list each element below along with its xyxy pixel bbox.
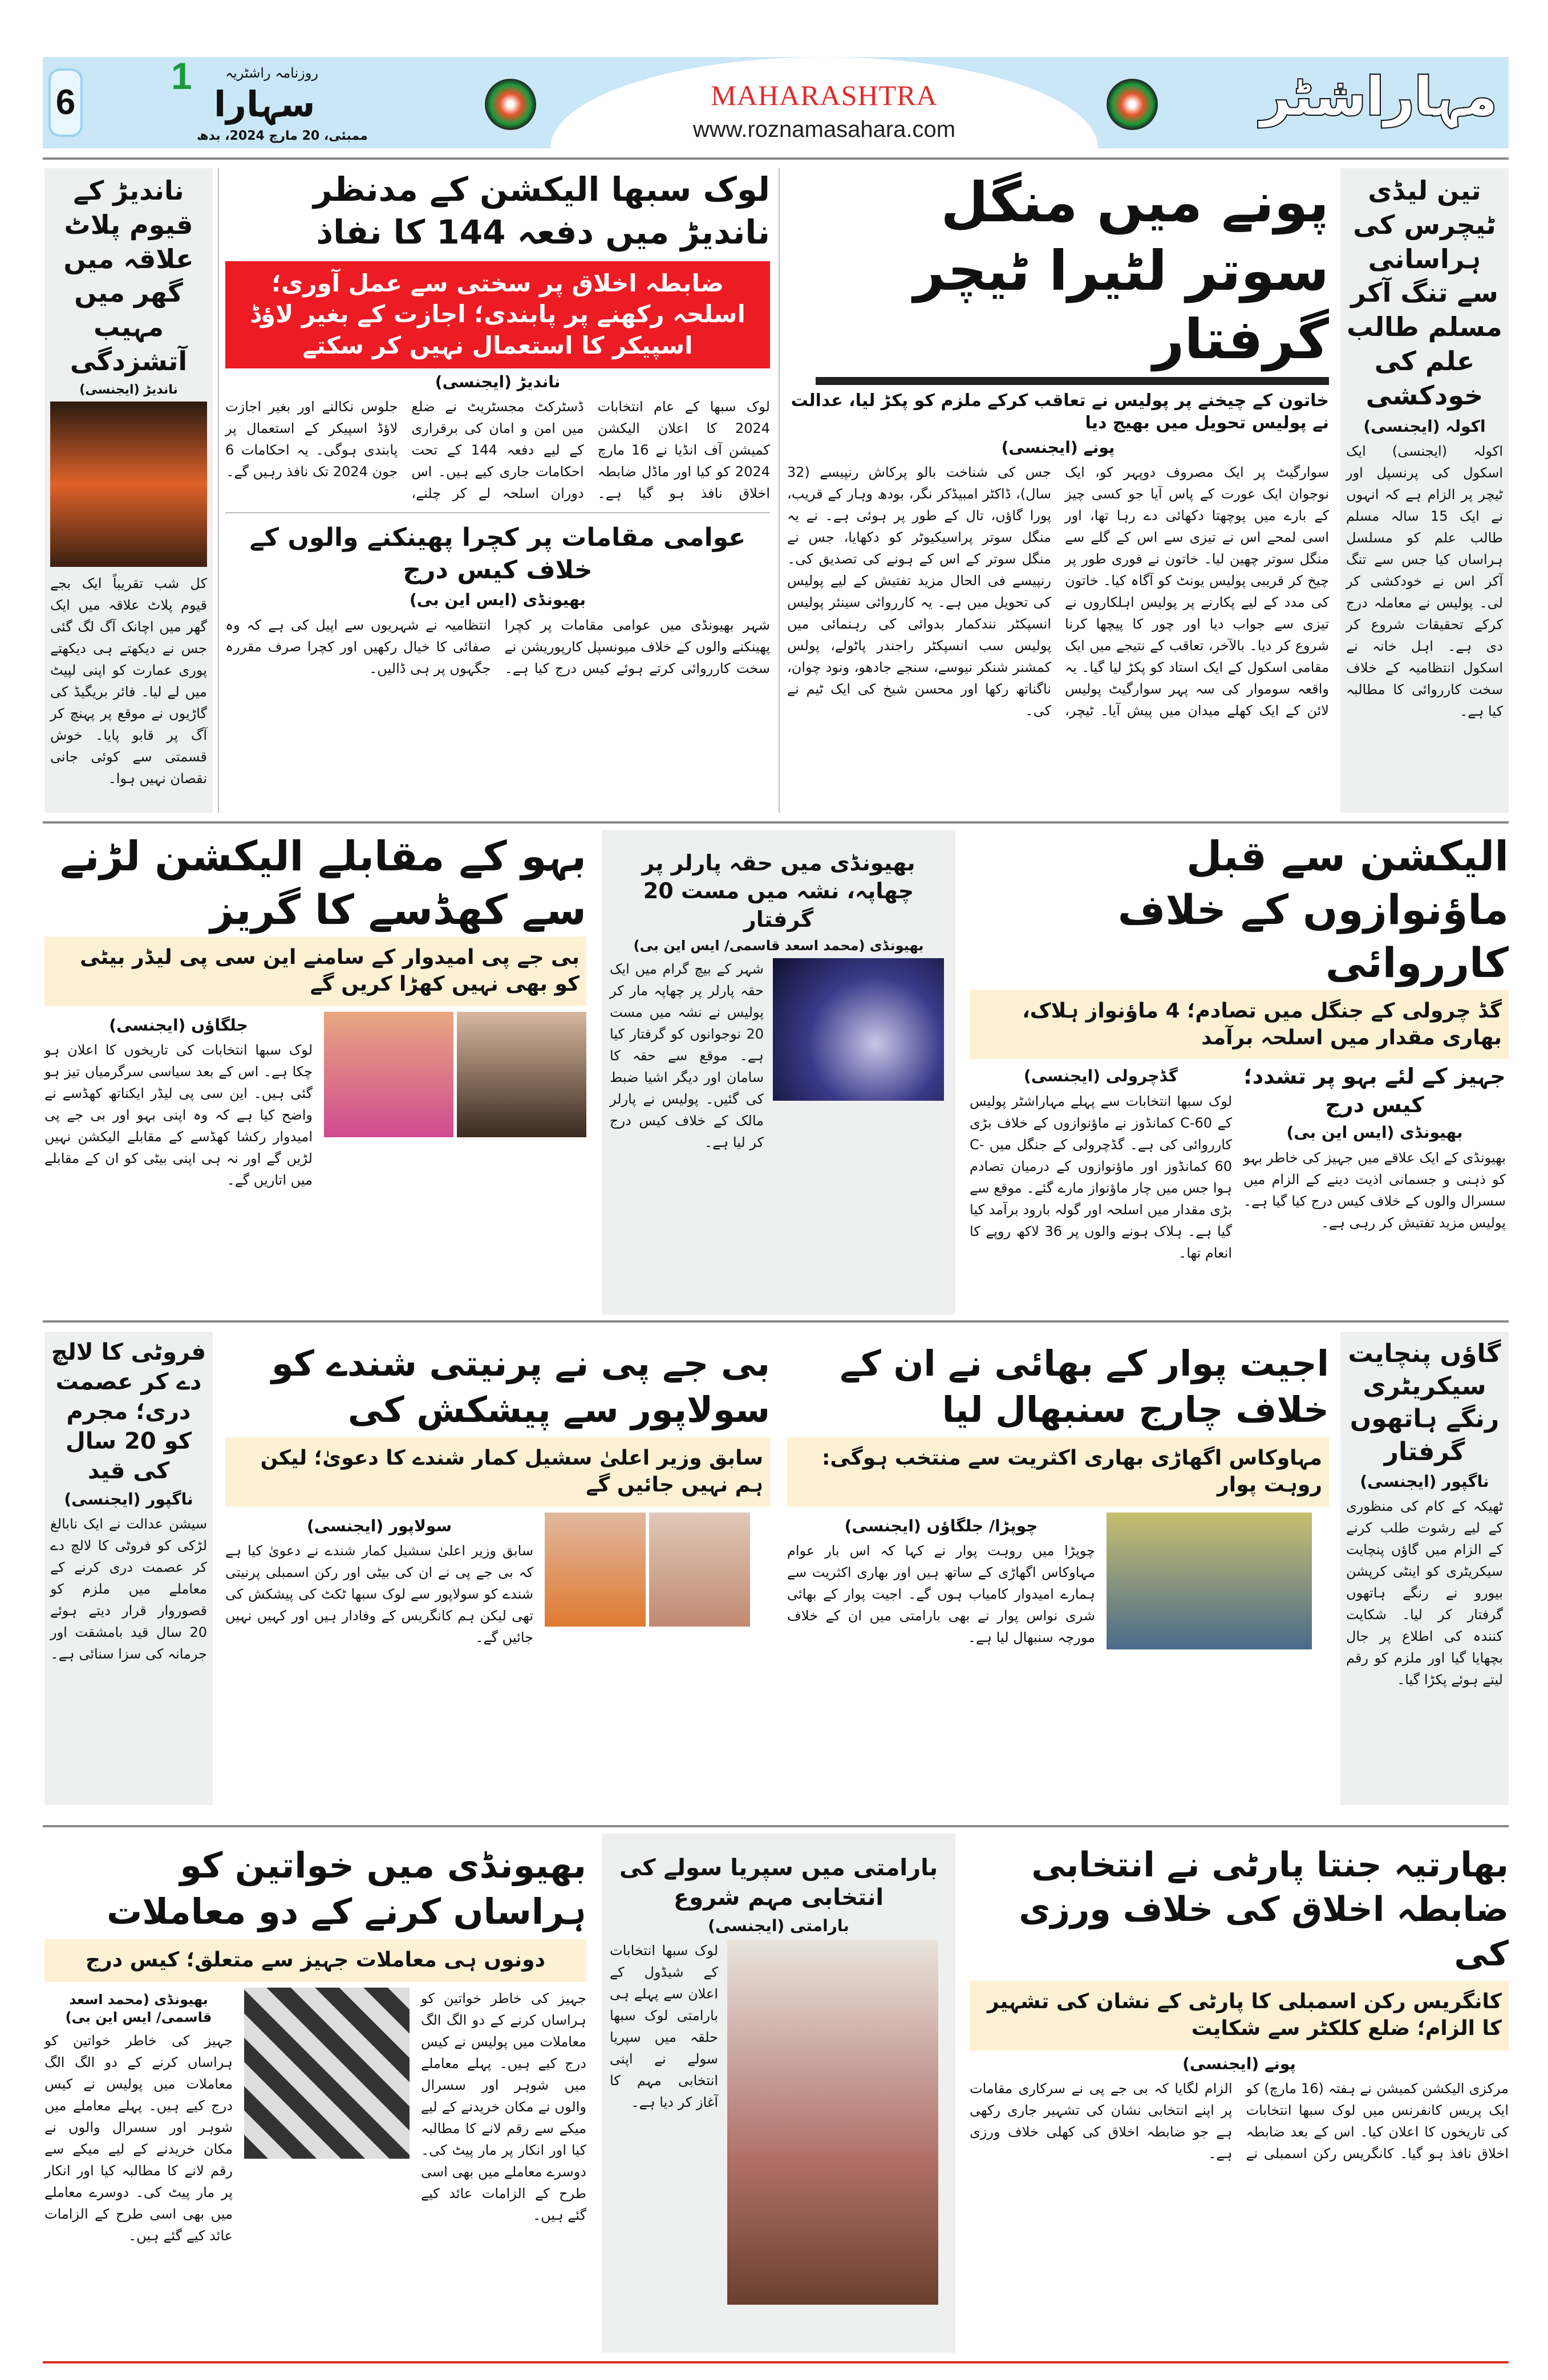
subheadline: سابق وزیر اعلیٰ سشیل کمار شندے کا دعویٰ؛ لیکن ہم نہیں جائیں گے	[225, 1437, 770, 1507]
headline-rule	[816, 377, 1329, 385]
headline: بھیونڈی میں خواتین کو ہراساں کرنے کے دو معاملات	[106, 1844, 586, 1932]
subheadline: گڈ چرولی کے جنگل میں تصادم؛ 4 ماؤنواز ہلاک، بھاری مقدار میں اسلحہ برآمد	[970, 990, 1509, 1060]
dateline: گڈچرولی (ایجنسی)	[1023, 1067, 1178, 1086]
dateline: پونے (ایجنسی)	[1001, 438, 1115, 457]
article-body: اکولہ (ایجنسی) ایک اسکول کی پرنسپل اور ٹیچر پر الزام ہے کہ انہوں نے ایک 15 سالہ مسلم طالب علم کو مسلسل ہراساں کیا جس سے تنگ آکر اس نے خودکشی کر لی۔ پولیس نے معاملہ درج کرکے تحقیقات شروع کر دی ہے۔ اہل خانہ نے اسکول انتظامیہ کے خلاف سخت کارروائی کا مطالبہ کیا ہے۔	[1346, 443, 1503, 719]
article-body: شہر بھیونڈی میں عوامی مقامات پر کچرا پھینکنے والوں کے خلاف میونسپل کارپوریشن نے سخت کارروائی کرتے ہوئے کیس درج کیا ہے۔ انتظامیہ نے شہریوں سے اپیل کی ہے کہ وہ صفائی کا خیال رکھیں اور کچرا صرف مقررہ جگہوں پر ہی ڈالیں۔	[225, 617, 770, 676]
anniversary-badge: 1	[171, 55, 192, 97]
article-body: لوک سبھا انتخابات سے پہلے مہاراشٹر پولیس کے C-60 کمانڈوز نے ماؤنوازوں کے خلاف بڑی کارروائی کی ہے۔ گڈچرولی کے جنگل میں C-60 کمانڈوز اور ماؤنوازوں کے درمیان تصادم ہوا جس میں چار ماؤنواز مارے گئے۔ موقع سے بڑی مقدار میں اسلحہ اور گولہ بارود برآمد کیا گیا ہے۔ ہلاک ہونے والوں پر 36 لاکھ روپے کا انعام تھا۔	[970, 1093, 1233, 1261]
article-body: لوک سبھا انتخابات کے شیڈول کے اعلان سے پہلے ہی بارامتی لوک سبھا حلقہ میں سپریا سولے نے اپنی انتخابی مہم کا آغاز کر دیا ہے۔	[610, 1943, 718, 2111]
divider	[43, 157, 1509, 160]
hookah-photo	[773, 958, 944, 1101]
article-supriya-sule-campaign	[602, 1834, 955, 2353]
headline: بھارتیہ جنتا پارٹی نے انتخابی ضابطہ اخلاق کی خلاف ورزی کی	[1019, 1845, 1509, 1974]
headline: بارامتی میں سپریا سولے کی انتخابی مہم شروع	[619, 1855, 938, 1911]
dateline: اکولہ (ایجنسی)	[1363, 416, 1486, 436]
paper-subtitle: روزنامہ راشٹریہ	[225, 65, 318, 81]
dateline: بھیونڈی (ایس این بی)	[409, 590, 586, 610]
article-maoists-action	[970, 830, 1509, 1315]
section-title-english: MAHARASHTRA	[711, 79, 938, 111]
masthead	[43, 57, 1509, 148]
article-khadse-election	[44, 830, 586, 1315]
column-divider	[779, 168, 780, 813]
article-body-continued: جہیز کی خاطر خواتین کو ہراساں کرنے کے دو الگ الگ معاملات میں پولیس نے کیس درج کیے ہیں۔ پہلے معاملے میں شوہر اور سسرال والوں نے مکان خریدنے کے لیے میکے سے رقم لانے کا مطالبہ کیا اور انکار پر مار پیٹ کی۔ دوسرے معاملے میں بھی اسی طرح کے الزامات عائد کیے گئے ہیں۔	[421, 1990, 586, 2223]
headline: بی جے پی نے پرنیتی شندے کو سولاپور سے پیشکش کی	[271, 1343, 770, 1430]
article-bhiwandi-harassment	[44, 1834, 586, 2353]
headline: الیکشن سے قبل ماؤنوازوں کے خلاف کارروائی	[1117, 832, 1509, 987]
article-nanded-fire	[44, 168, 213, 813]
article-body: سابق وزیر اعلیٰ سشیل کمار شندے نے دعویٰ کیا ہے کہ بی جے پی نے ان کی بیٹی اور رکن اسمبلی پرنیتی شندے کو سولاپور سے لوک سبھا ٹکٹ کی پیشکش کی تھی لیکن ہم کانگریس کے وفادار ہیں اور کہیں نہیں جائیں گے۔	[225, 1543, 533, 1646]
page-number: 6	[48, 68, 83, 137]
dateline: پونے (ایجنسی)	[1182, 2054, 1296, 2073]
dateline: بھیونڈی (محمد اسعد قاسمی/ ایس این بی)	[65, 1991, 212, 2026]
subheadline: مہاوکاس اگھاڑی بھاری اکثریت سے منتخب ہوگی: روہت پوار	[787, 1437, 1329, 1507]
footer-rule	[43, 2361, 1509, 2363]
khadse-photo	[457, 1012, 586, 1137]
headline: ناندیڑ کے قیوم پلاٹ علاقہ میں گھر میں مہیب آتشزدگی	[63, 175, 194, 376]
rohit-pawar-photo	[1107, 1513, 1312, 1649]
headline: تین لیڈی ٹیچرس کی ہراسانی سے تنگ آکر مسلم طالب علم کی خودکشی	[1347, 175, 1502, 411]
article-body: لوک سبھا انتخابات کی تاریخوں کا اعلان ہو چکا ہے۔ اس کے بعد سیاسی سرگرمیاں تیز ہو گئی ہیں۔ این سی پی لیڈر ایکناتھ کھڈسے نے واضح کیا ہے کہ وہ اپنی بہو اور بی جے پی امیدوار رکشا کھڈسے کے مقابلے الیکشن نہیں لڑیں گے اور نہ ہی اپنی بیٹی کو ان کے مقابلے میں اتاریں گے۔	[44, 1042, 313, 1189]
sun-emblem-icon	[485, 79, 536, 130]
supriya-sule-photo	[727, 1940, 938, 2305]
article-ajit-pawar-brother	[787, 1332, 1329, 1805]
subheadline: خاتون کے چیخنے پر پولیس نے تعاقب کرکے ملزم کو پکڑ لیا، عدالت نے پولیس تحویل میں بھیج دیا	[791, 391, 1329, 433]
headline: بھیونڈی میں حقہ پارلر پر چھاپہ، نشہ میں مست 20 گرفتار	[642, 850, 915, 932]
highlight-banner: ضابطہ اخلاق پر سختی سے عمل آوری؛ اسلحہ رکھنے پر پابندی؛ اجازت کے بغیر لاؤڈ اسپیکر کا استعمال نہیں کر سکتے	[225, 261, 770, 368]
article-praniti-shinde	[225, 1332, 770, 1805]
dateline: چوپڑا/ جلگاؤں (ایجنسی)	[844, 1516, 1038, 1535]
article-body: سوارگیٹ پر ایک مصروف دوپہر کو، ایک نوجوان ایک عورت کے پاس آیا جو کسی چیز کے بارے میں پوچھتا دکھائی دے رہا تھا، اور اسی لمحے اس نے تیزی سے اس کے گلے سے منگل سوتر چھین لیا۔ خاتون نے فوری طور پر چیخ کر قریبی پولیس یونٹ کو آگاہ کیا۔ خاتون کی مدد کے لیے پکارنے پر پولیس اہلکاروں نے تیزی سے جواب دیا اور چور کا پیچھا کرنا شروع کر دیا۔ بالآخر، تعاقب کے نتیجے میں ایک مقامی اسکول کے ایک استاد کو پکڑ لیا گیا۔ یہ واقعہ سوموار کی سہ پہر سوارگیٹ پولیس لائن کے ایک کھلے میدان میں پیش آیا۔ ٹیچر، جس کی شناخت بالو پرکاش رنپیسے (32 سال)، ڈاکٹر امبیڈکر نگر، بودھ وہار کے قریب، پورا گاؤں، تال کے طور پر ہوئی ہے۔ نے یہ منگل سوتر پراسیکیوٹر کو دکھایا، جس نے منگل سوتر کے اس کے ہونے کی تصدیق کی۔ رنپیسے فی الحال مزید تفتیش کے لیے پولیس کی تحویل میں ہے۔ یہ کارروائی سینئر پولیس انسپکٹر نندکمار بدوائی کی رہنمائی میں پولیس سب انسپکٹر راجندر پاٹولے، پولس کمشنر شنکر نیوسے، سنجے جادھو، ونود چوان، ناگناتھ رکھا اور محسن شیخ کی ایک ٹیم نے کی۔	[787, 464, 1329, 719]
headline: لوک سبھا الیکشن کے مدنظر ناندیڑ میں دفعہ 144 کا نفاذ	[313, 170, 770, 252]
dateline: ناگپور (ایجنسی)	[64, 1490, 193, 1509]
divider	[43, 821, 1509, 824]
article-panchayat-secretary	[1340, 1332, 1509, 1805]
article-body: جہیز کی خاطر خواتین کو ہراساں کرنے کے دو الگ الگ معاملات میں پولیس نے کیس درج کیے ہیں۔ پہلے معاملے میں شوہر اور سسرال والوں نے مکان خریدنے کے لیے میکے سے رقم لانے کا مطالبہ کیا اور انکار پر مار پیٹ کی۔ دوسرے معاملے میں بھی اسی طرح کے الزامات عائد کیے گئے ہیں۔	[44, 2033, 233, 2244]
dateline: سولاپور (ایجنسی)	[306, 1516, 452, 1535]
side-headline: جہیز کے لئے بہو پر تشدد؛ کیس درج	[1243, 1064, 1506, 1117]
fire-photo	[50, 402, 207, 567]
dateline: بھیونڈی (محمد اسعد قاسمی/ ایس این بی)	[633, 938, 924, 954]
side-headline: عوامی مقامات پر کچرا پھینکنے والوں کے خلاف کیس درج	[249, 522, 746, 585]
raksha-khadse-photo	[324, 1012, 453, 1137]
article-student-suicide	[1340, 168, 1509, 813]
column-divider	[218, 168, 219, 813]
article-frooti-rape-case	[44, 1332, 213, 1805]
article-bjp-code-violation	[970, 1834, 1509, 2353]
article-section-144-nanded	[225, 168, 770, 813]
article-body: لوک سبھا کے عام انتخابات 2024 کا اعلان الیکشن کمیشن آف انڈیا نے 16 مارچ 2024 کو کیا اور ماڈل ضابطہ اخلاق نافذ ہو گیا ہے۔ ڈسٹرکٹ مجسٹریٹ نے ضلع میں امن و امان کی برقراری کے لیے دفعہ 144 کے تحت احکامات جاری کیے ہیں۔ اس دوران اسلحہ لے کر چلنے، جلوس نکالنے اور بغیر اجازت لاؤڈ اسپیکر کے استعمال پر پابندی ہوگی۔ یہ احکامات 6 جون 2024 تک نافذ رہیں گے۔	[225, 398, 770, 501]
headline: فروٹی کا لالچ دے کر عصمت دری؛ مجرم کو 20 سال کی قید	[51, 1339, 206, 1484]
dateline: ناندیڑ (ایجنسی)	[79, 382, 178, 397]
dateline: ناگپور (ایجنسی)	[1360, 1471, 1489, 1491]
section-title-urdu: مہاراشٹر	[1260, 66, 1497, 127]
harassment-illustration	[244, 1988, 410, 2159]
article-mangalsutra-thief	[787, 168, 1329, 813]
dateline: جلگاؤں (ایجنسی)	[109, 1015, 248, 1035]
article-body: سیشن عدالت نے ایک نابالغ لڑکی کو فروٹی کا لالچ دے کر عصمت دری کرنے کے معاملے میں ملزم کو قصوروار قرار دیتے ہوئے 20 سال قید بامشقت اور جرمانہ کی سزا سنائی ہے۔	[50, 1516, 207, 1663]
issue-dateline: ممبئی، 20 مارچ 2024، بدھ	[197, 129, 368, 143]
subheadline: کانگریس رکن اسمبلی کا پارٹی کے نشان کی تشہیر کا الزام؛ ضلع کلکٹر سے شکایت	[970, 1981, 1509, 2050]
dateline: بھیونڈی (ایس این بی)	[1286, 1123, 1463, 1142]
dateline: ناندیڑ (ایجنسی)	[435, 372, 561, 391]
article-body: ٹھیکہ کے کام کی منظوری کے لیے رشوت طلب کرنے کے الزام میں گاؤں پنچایت سیکریٹری کو اینٹی کرپشن بیورو نے رنگے ہاتھوں گرفتار کر لیا۔ شکایت کنندہ کی اطلاع پر جال بچھایا گیا اور ملزم کو رقم لیتے ہوئے پکڑا گیا۔	[1346, 1498, 1503, 1688]
masthead-dome	[550, 57, 1098, 148]
headline: پونے میں منگل سوتر لٹیرا ٹیچر گرفتار	[913, 171, 1329, 371]
article-body: کل شب تقریباً ایک بجے قیوم پلاٹ علاقہ میں ایک گھر میں اچانک آگ لگ گئی جس نے دیکھتے ہی دیکھتے پوری عمارت کو اپنی لپیٹ میں لے لیا۔ فائر بریگیڈ کی گاڑیوں نے موقع پر پہنچ کر آگ پر قابو پایا۔ خوش قسمتی سے کوئی جانی نقصان نہیں ہوا۔	[50, 575, 207, 787]
article-body: چوپڑا میں روہت پوار نے کہا کہ اس بار عوام مہاوکاس اگھاڑی کے ساتھ ہیں اور بھاری اکثریت سے ہمارے امیدوار کامیاب ہوں گے۔ اجیت پوار کے بھائی شری نواس پوار نے بھی بارامتی میں ان کے خلاف مورچہ سنبھال لیا ہے۔	[787, 1543, 1095, 1646]
sun-emblem-icon	[1107, 79, 1158, 130]
paper-logo: سہارا	[214, 83, 315, 125]
headline: اجیت پوار کے بھائی نے ان کے خلاف چارج سنبھال لیا	[840, 1343, 1329, 1430]
website-url[interactable]: www.roznamasahara.com	[692, 117, 956, 142]
article-hookah-parlour-raid	[602, 830, 955, 1315]
headline: بہو کے مقابلے الیکشن لڑنے سے کھڈسے کا گریز	[60, 832, 586, 934]
dateline: بارامتی (ایجنسی)	[708, 1916, 849, 1935]
subheadline: بی جے پی امیدوار کے سامنے این سی پی لیڈر بیٹی کو بھی نہیں کھڑا کریں گے	[44, 936, 586, 1006]
article-divider	[225, 512, 770, 513]
headline: گاؤں پنچایت سیکریٹری رنگے ہاتھوں گرفتار	[1348, 1339, 1501, 1466]
article-body: شہر کے بیچ گرام میں ایک حقہ پارلر پر چھاپہ مار کر پولیس نے نشہ میں مست 20 نوجوانوں کو گرفتار کیا ہے۔ موقع سے حقہ کا سامان اور دیگر اشیا ضبط کی گئیں۔ پولیس نے پارلر مالک کے خلاف کیس درج کر لیا ہے۔	[610, 961, 764, 1151]
sushil-shinde-photo	[649, 1513, 750, 1627]
article-body: بھیونڈی کے ایک علاقے میں جہیز کی خاطر بہو کو ذہنی و جسمانی اذیت دینے کے الزام میں سسرال والوں کے خلاف کیس درج کیا گیا ہے۔ پولیس مزید تفتیش کر رہی ہے۔	[1243, 1149, 1506, 1231]
divider	[43, 1320, 1509, 1323]
praniti-shinde-photo	[545, 1513, 646, 1627]
subheadline: دونوں ہی معاملات جہیز سے متعلق؛ کیس درج	[44, 1939, 586, 1982]
article-body: مرکزی الیکشن کمیشن نے ہفتہ (16 مارچ) کو ایک پریس کانفرنس میں لوک سبھا انتخابات کی تاریخوں کا اعلان کیا۔ اس کے بعد ضابطہ اخلاق نافذ ہو گیا۔ کانگریس رکن اسمبلی نے الزام لگایا کہ بی جے پی نے سرکاری مقامات پر اپنے انتخابی نشان کی تشہیر جاری رکھی ہے جو ضابطہ اخلاق کی کھلی خلاف ورزی ہے۔	[970, 2080, 1509, 2162]
divider	[43, 1825, 1509, 1827]
